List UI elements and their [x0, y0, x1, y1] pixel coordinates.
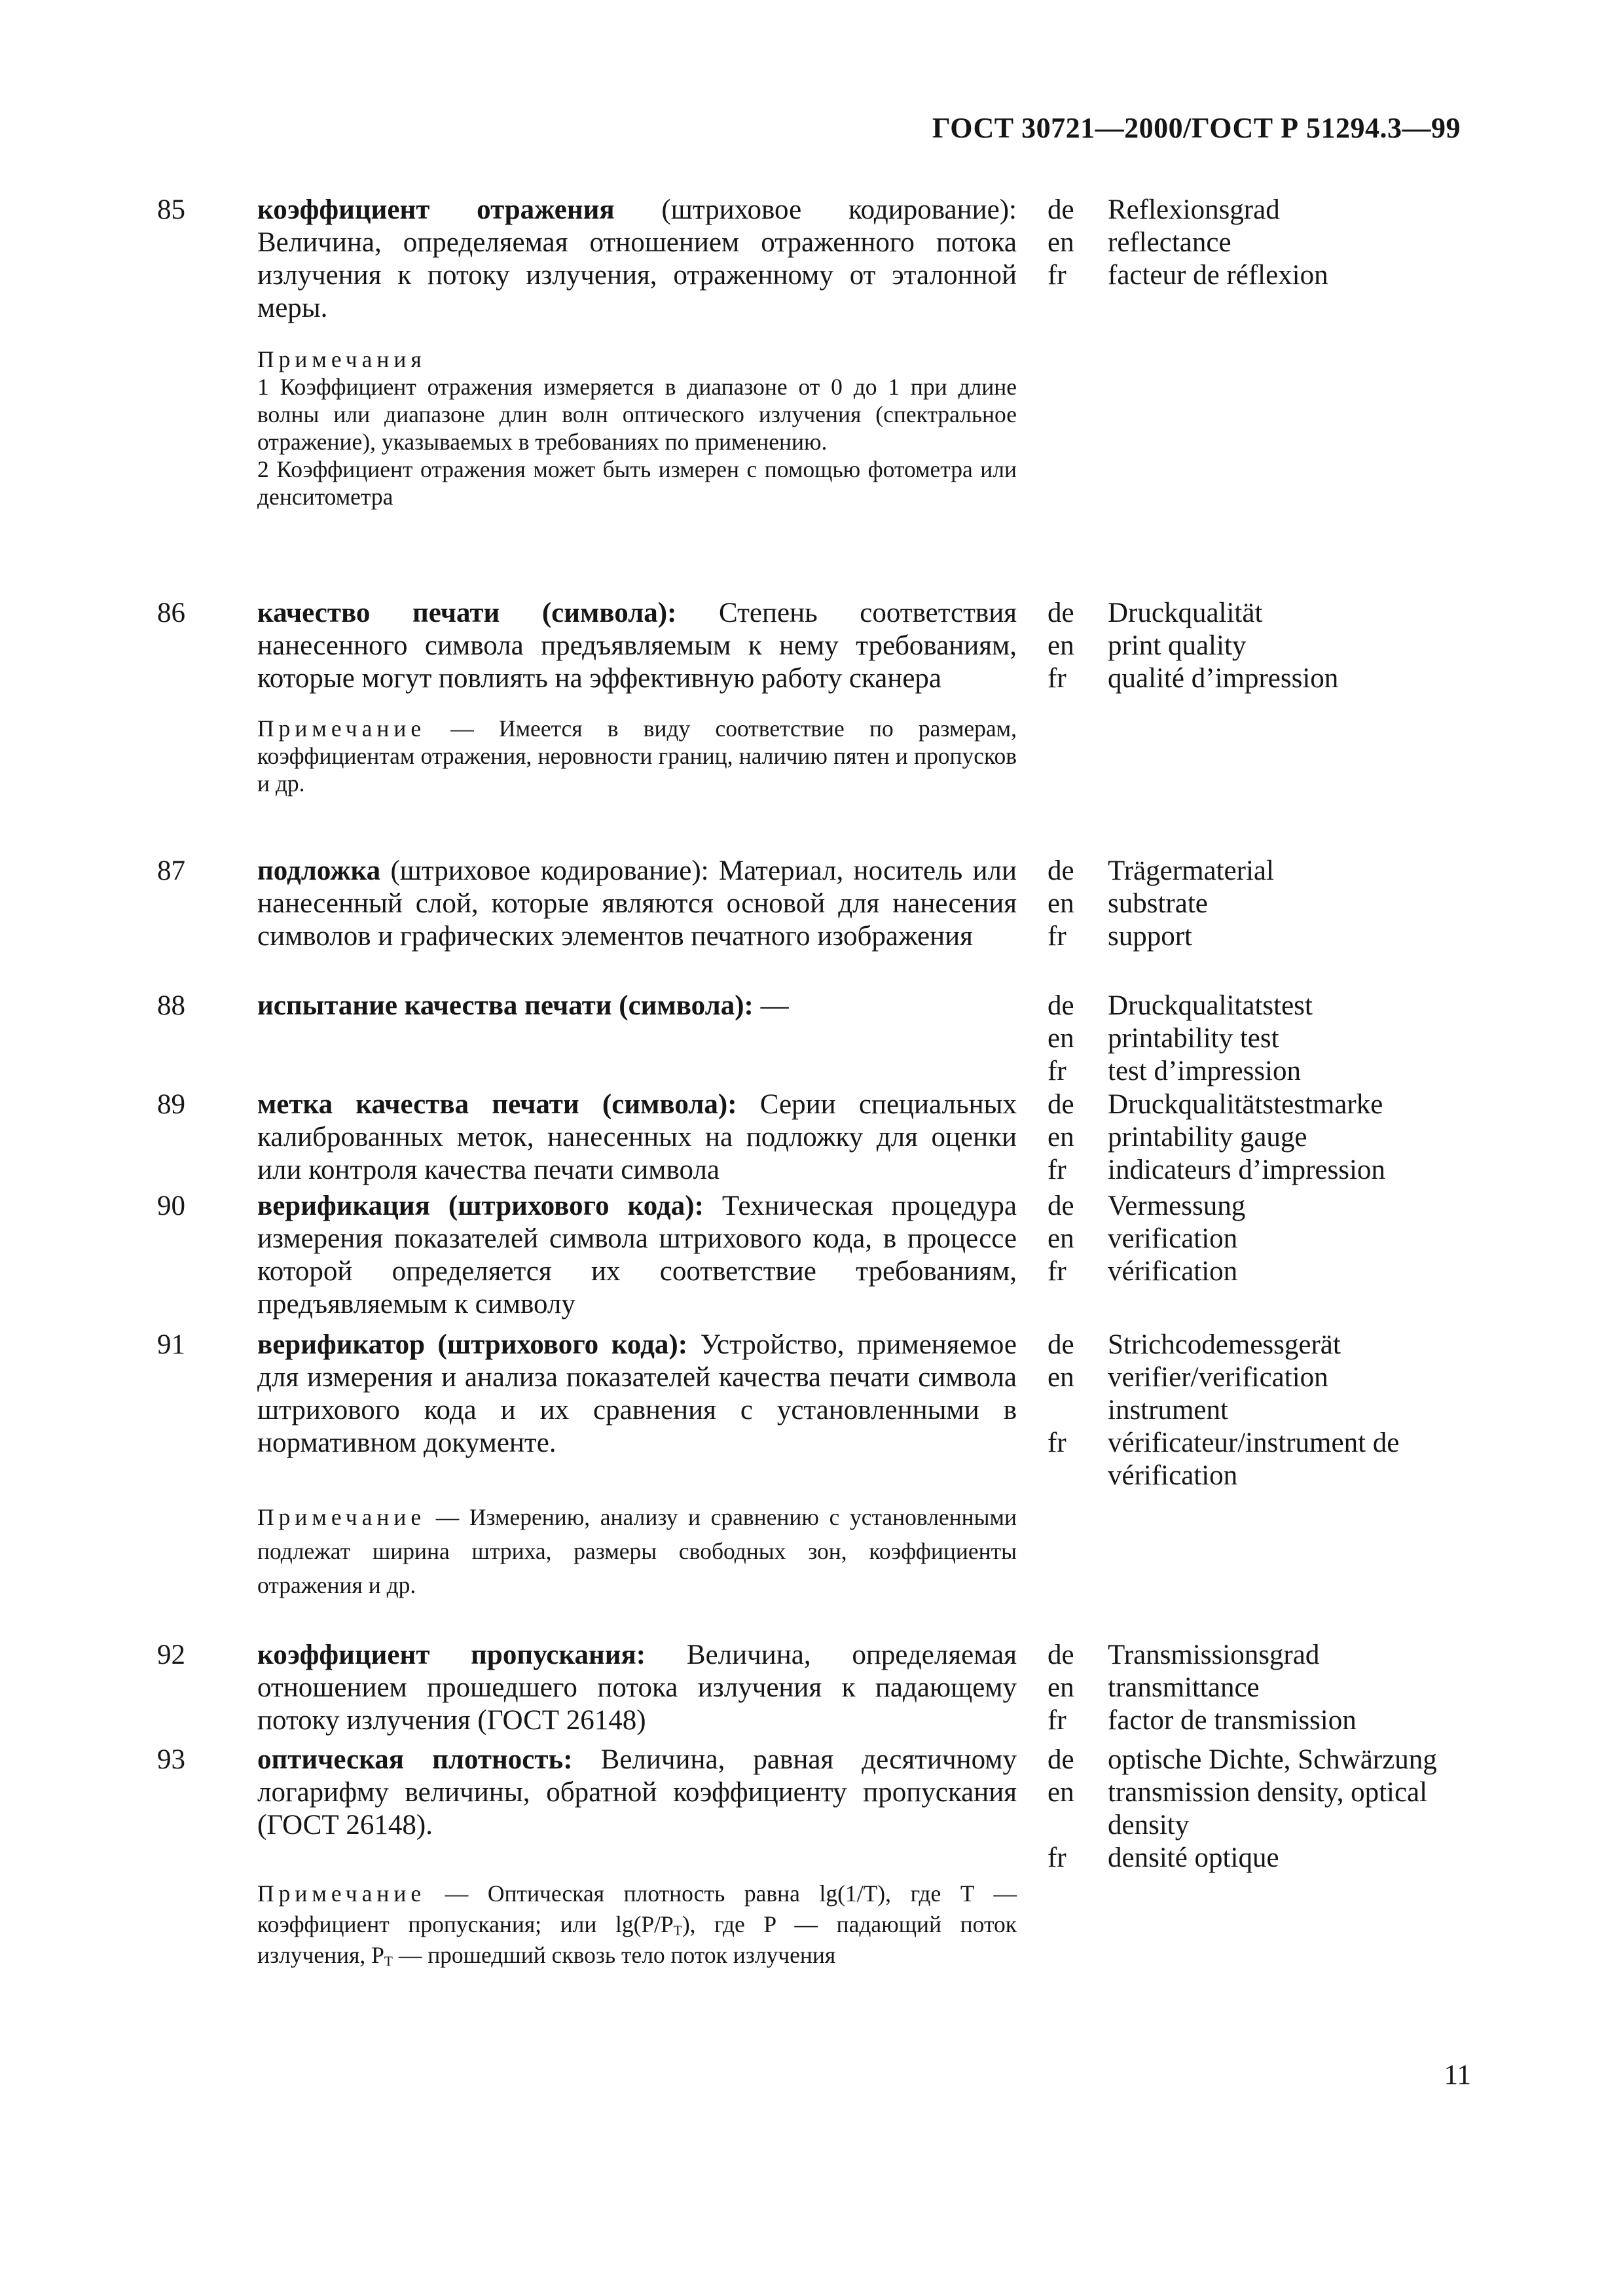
language-code: de: [1048, 855, 1074, 886]
term-definition: [257, 1088, 1017, 1187]
translation-term: verifier/verification instrument: [1108, 1362, 1328, 1426]
language-code: de: [1048, 1329, 1074, 1360]
translation-row: [1048, 1255, 1480, 1288]
term-note: [257, 1500, 1017, 1602]
term-note: [257, 1878, 1017, 1971]
language-code: de: [1048, 1744, 1074, 1775]
translation-term: factor de transmission: [1108, 1705, 1357, 1736]
translation-row: [1048, 1121, 1480, 1154]
note-label: Примечание: [257, 1504, 426, 1530]
term-note: [257, 715, 1017, 797]
translation-term: verification: [1108, 1223, 1238, 1254]
note-item: 2 Коэффициент отражения может быть измерен с помощью фотометра или денситометра: [257, 456, 1017, 510]
translation-term: indicateurs d’impression: [1108, 1155, 1385, 1185]
translation-row: [1048, 855, 1480, 888]
language-code: de: [1048, 990, 1074, 1021]
translation-row: [1048, 597, 1480, 630]
term-name: качество печати (символа):: [257, 598, 677, 628]
term-name: верификация (штрихового кода):: [257, 1191, 704, 1221]
translation-row: [1048, 1842, 1480, 1874]
definition-text: (штриховое кодирование): Величина, определяемая отношением отраженного потока излучения к потоку излучения, отраженному от эталонной меры.: [257, 194, 1017, 323]
term-number: 89: [157, 1089, 185, 1120]
language-code: de: [1048, 1191, 1074, 1221]
language-code: en: [1048, 888, 1074, 919]
language-code: fr: [1048, 1256, 1067, 1287]
language-code: en: [1048, 1223, 1074, 1254]
translation-term: transmittance: [1108, 1672, 1260, 1703]
language-code: fr: [1048, 1056, 1067, 1086]
translation-row: [1048, 1088, 1480, 1121]
language-code: en: [1048, 630, 1074, 661]
translation-row: [1048, 194, 1480, 226]
language-code: fr: [1048, 1155, 1067, 1185]
term-number: 87: [157, 855, 185, 886]
translation-row: [1048, 1223, 1480, 1255]
note-label: Примечание: [257, 1880, 426, 1907]
translation-row: [1048, 1639, 1480, 1672]
definition-text: (штриховое кодирование): Материал, носитель или нанесенный слой, которые являются основой для нанесения символов и графических элементов печатного изображения: [257, 855, 1017, 952]
note-label: Примечания: [257, 346, 426, 372]
definition-text: Степень соответствия нанесенного символа предъявляемым к нему требованиям, которые могут повлиять на эффективную работу сканера: [257, 598, 1017, 694]
language-code: fr: [1048, 1842, 1067, 1873]
term-number: 88: [157, 990, 185, 1021]
translation-term: optische Dichte, Schwärzung: [1108, 1744, 1437, 1775]
standard-header: ГОСТ 30721—2000/ГОСТ Р 51294.3—99: [932, 112, 1461, 144]
term-name: метка качества печати (символа):: [257, 1089, 737, 1120]
language-code: fr: [1048, 921, 1067, 952]
translation-term: Strichcodemessgerät: [1108, 1329, 1341, 1360]
translation-row: [1048, 1190, 1480, 1223]
language-code: fr: [1048, 663, 1067, 694]
definition-text: Величина, равная десятичному логарифму величины, обратной коэффициенту пропускания (ГОСТ 26148).: [257, 1744, 1017, 1840]
translation-row: [1048, 920, 1480, 953]
translation-term: vérification: [1108, 1256, 1238, 1287]
translation-row: [1048, 1744, 1480, 1776]
language-code: en: [1048, 1777, 1074, 1808]
term-definition: [257, 1190, 1017, 1321]
term-number: 92: [157, 1640, 185, 1670]
term-name: оптическая плотность:: [257, 1744, 573, 1775]
translation-term: Druckqualität: [1108, 598, 1263, 628]
translation-term: printability test: [1108, 1023, 1279, 1054]
translations: [1048, 1329, 1480, 1492]
language-code: de: [1048, 1089, 1074, 1120]
language-code: fr: [1048, 260, 1067, 291]
term-name: верификатор (штрихового кода):: [257, 1329, 688, 1360]
translation-term: Trägermaterial: [1108, 855, 1274, 886]
translation-term: print quality: [1108, 630, 1247, 661]
translation-row: [1048, 1361, 1480, 1427]
translation-term: Druckqualitatstest: [1108, 990, 1313, 1021]
translations: [1048, 990, 1480, 1088]
translation-row: [1048, 1704, 1480, 1737]
definition-text: Величина, определяемая отношением прошедшего потока излучения к падающему потоку излучения (ГОСТ 26148): [257, 1640, 1017, 1736]
translation-row: [1048, 990, 1480, 1022]
definition-text: Серии специальных калиброванных меток, нанесенных на подложку для оценки или контроля качества печати символа: [257, 1089, 1017, 1185]
translations: [1048, 855, 1480, 953]
translations: [1048, 194, 1480, 292]
note-text: ), где P — падающий поток излучения, P: [257, 1911, 1017, 1968]
translation-row: [1048, 888, 1480, 920]
translations: [1048, 1639, 1480, 1737]
term-note: [257, 346, 1017, 511]
language-code: de: [1048, 598, 1074, 628]
term-definition: [257, 855, 1017, 953]
translation-term: Druckqualitätstestmarke: [1108, 1089, 1383, 1120]
term-name: коэффициент пропускания:: [257, 1640, 646, 1670]
language-code: en: [1048, 227, 1074, 258]
translation-row: [1048, 630, 1480, 662]
translation-term: printability gauge: [1108, 1122, 1307, 1153]
language-code: en: [1048, 1362, 1074, 1393]
translation-row: [1048, 1055, 1480, 1088]
subscript-t: T: [673, 1922, 682, 1939]
term-name: подложка: [257, 855, 381, 886]
term-definition: [257, 1329, 1017, 1460]
language-code: de: [1048, 194, 1074, 225]
term-definition: [257, 597, 1017, 695]
page-number: 11: [1444, 2060, 1471, 2090]
term-number: 85: [157, 194, 185, 225]
language-code: en: [1048, 1122, 1074, 1153]
language-code: fr: [1048, 1427, 1067, 1458]
translations: [1048, 597, 1480, 695]
language-code: de: [1048, 1640, 1074, 1670]
term-name: испытание качества печати (символа):: [257, 990, 754, 1021]
term-number: 91: [157, 1329, 185, 1360]
translation-term: Vermessung: [1108, 1191, 1246, 1221]
note-text: — Оптическая плотность равна lg(1/T), где T — коэффициент пропускания; или lg(P/P: [257, 1880, 1017, 1937]
translation-row: [1048, 1154, 1480, 1187]
translation-row: [1048, 1022, 1480, 1055]
translation-term: transmission density, optical density: [1108, 1777, 1428, 1840]
term-number: 93: [157, 1744, 185, 1775]
language-code: fr: [1048, 1705, 1067, 1736]
translation-term: vérificateur/instrument de vérification: [1108, 1427, 1400, 1491]
term-number: 86: [157, 598, 185, 628]
translations: [1048, 1088, 1480, 1187]
definition-text: —: [753, 990, 789, 1021]
translation-term: substrate: [1108, 888, 1208, 919]
definition-text: Техническая процедура измерения показателей символа штрихового кода, в процессе которой определяется их соответствие требованиям, предъявляемым к символу: [257, 1191, 1017, 1319]
translation-term: reflectance: [1108, 227, 1231, 258]
term-definition: [257, 194, 1017, 325]
translation-row: [1048, 1672, 1480, 1704]
translations: [1048, 1190, 1480, 1288]
translation-row: [1048, 1427, 1480, 1492]
term-definition: [257, 1639, 1017, 1737]
term-definition: [257, 990, 1017, 1022]
translation-term: Reflexionsgrad: [1108, 194, 1280, 225]
note-label: Примечание: [257, 715, 426, 742]
note-text: — прошедший сквозь тело поток излучения: [392, 1942, 836, 1968]
translation-row: [1048, 1776, 1480, 1842]
translation-term: Transmissionsgrad: [1108, 1640, 1320, 1670]
subscript-t: T: [384, 1953, 393, 1969]
definition-text: Устройство, применяемое для измерения и анализа показателей качества печати символа штрихового кода и их сравнения с установленными в нормативном документе.: [257, 1329, 1017, 1458]
translation-row: [1048, 226, 1480, 259]
translation-term: densité optique: [1108, 1842, 1279, 1873]
term-definition: [257, 1744, 1017, 1842]
translation-row: [1048, 1329, 1480, 1361]
term-name: коэффициент отражения: [257, 194, 615, 225]
translation-term: test d’impression: [1108, 1056, 1301, 1086]
translation-term: qualité d’impression: [1108, 663, 1339, 694]
note-item: 1 Коэффициент отражения измеряется в диапазоне от 0 до 1 при длине волны или диапазоне длин волн оптического излучения (спектральное отражение), указываемых в требованиях по применению.: [257, 374, 1017, 455]
note-text: — Измерению, анализу и сравнению с установленными подлежат ширина штриха, размеры свободных зон, коэффициенты отражения и др.: [257, 1504, 1017, 1598]
translation-term: facteur de réflexion: [1108, 260, 1328, 291]
translation-row: [1048, 259, 1480, 292]
translations: [1048, 1744, 1480, 1874]
translation-term: support: [1108, 921, 1192, 952]
term-number: 90: [157, 1191, 185, 1221]
note-text: — Имеется в виду соответствие по размерам, коэффициентам отражения, неровности границ, наличию пятен и пропусков и др.: [257, 715, 1017, 797]
translation-row: [1048, 662, 1480, 695]
language-code: en: [1048, 1672, 1074, 1703]
language-code: en: [1048, 1023, 1074, 1054]
